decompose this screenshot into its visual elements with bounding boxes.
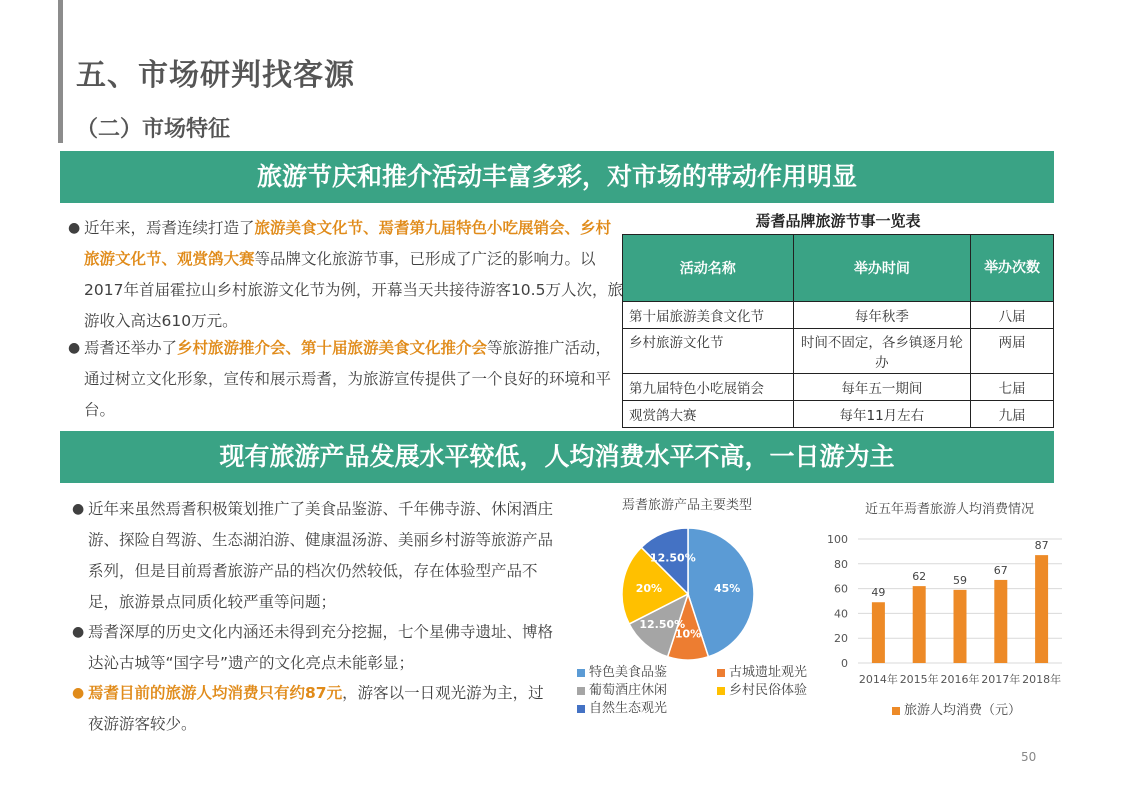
bar-chart [820,525,1070,695]
y-tick-label: 40 [834,607,848,621]
pie-slice-label: 20% [635,581,663,595]
legend-swatch [577,669,585,677]
legend-swatch [577,687,585,695]
pie-chart-title: 焉耆旅游产品主要类型 [622,498,753,513]
legend-item [577,679,667,698]
paragraph-festivals: ● 近年来，焉耆连续打造了旅游美食文化节、焉耆第九届特色小吃展销会、乡村旅游文化节、观赏鸽大赛等品牌文化旅游节事，已形成了广泛的影响力。以2017年首届霍拉山乡村旅游文化节为例，开幕当天共接待游客10.5万人次，旅游收入高达610万元。 [84,213,624,337]
pie-chart [610,520,770,665]
page-number: 50 [1021,750,1037,764]
x-tick-label: 2014年 [858,673,898,686]
table-header-cell: 举办次数 [971,235,1054,302]
y-tick-label: 60 [834,582,848,596]
table-title: 焉耆品牌旅游节事一览表 [755,212,921,230]
legend-swatch [717,669,725,677]
legend-label: 葡萄酒庄休闲 [589,683,668,698]
paragraph-promotion: ● 焉耆还举办了乡村旅游推介会、第十届旅游美食文化推介会等旅游推广活动，通过树立文化形象，宣传和展示焉耆，为旅游宣传提供了一个良好的环境和平台。 [84,333,624,426]
x-tick-label: 2016年 [940,673,980,686]
table-row [623,401,1054,428]
section-banner-festivals: 旅游节庆和推介活动丰富多彩，对市场的带动作用明显 [60,151,1054,203]
table-cell: 时间不固定，各乡镇逐月轮办 [793,329,971,374]
table-header-cell: 举办时间 [793,235,971,302]
title-accent-bar [58,0,63,143]
bar [1035,555,1048,663]
bar-legend [892,699,1021,718]
table-header-row [623,235,1054,302]
bullet-icon: ● [68,220,81,236]
legend-item [577,697,667,716]
pie-legend [577,661,817,721]
page-title: 五、市场研判找客源 [76,58,355,93]
bullet-icon: ● [72,624,85,640]
pie-slice-label: 12.50% [649,551,696,565]
legend-label: 自然生态观光 [589,701,668,716]
table-cell: 九届 [971,401,1054,428]
table-cell: 第九届特色小吃展销会 [623,374,794,401]
pie-slice-label: 12.50% [639,618,686,632]
table-row [623,302,1054,329]
legend-swatch [892,707,900,715]
bullet-icon: ● [72,685,85,701]
legend-label: 特色美食品鉴 [589,665,668,680]
legend-item [717,679,807,698]
legend-label: 旅游人均消费（元） [904,703,1022,718]
bar-data-label: 67 [993,563,1008,577]
legend-label: 乡村民俗体验 [729,683,808,698]
bar-data-label: 59 [953,573,967,587]
bar [954,590,967,663]
x-tick-label: 2018年 [1022,673,1062,686]
table-cell: 第十届旅游美食文化节 [623,302,794,329]
legend-swatch [577,705,585,713]
legend-item [577,661,667,680]
table-cell: 观赏鸽大赛 [623,401,794,428]
y-tick-label: 20 [834,632,848,646]
paragraph-heritage: ● 焉耆深厚的历史文化内涵还未得到充分挖掘，七个星佛寺遗址、博格达沁古城等“国字号”遗产的文化亮点未能彰显； [88,617,558,679]
section-banner-products: 现有旅游产品发展水平较低，人均消费水平不高，一日游为主 [60,431,1054,483]
x-tick-label: 2017年 [981,673,1021,686]
table-cell: 乡村旅游文化节 [623,329,794,374]
y-tick-label: 0 [841,657,848,670]
table-cell: 两届 [971,329,1054,374]
bar-data-label: 49 [871,586,886,600]
bar-chart-title: 近五年焉耆旅游人均消费情况 [865,502,1035,517]
y-tick-label: 100 [827,533,848,546]
paragraph-consumption: ● 焉耆目前的旅游人均消费只有约87元，游客以一日观光游为主，过夜游游客较少。 [88,678,558,740]
bar [872,602,885,663]
paragraph-products: ● 近年来虽然焉耆积极策划推广了美食品鉴游、千年佛寺游、休闲酒庄游、探险自驾游、生态湖泊游、健康温汤游、美丽乡村游等旅游产品系列，但是目前焉耆旅游产品的档次仍然较低，存在体验型产品不足，旅游景点同质化较严重等问题； [88,494,558,618]
page-subtitle: （二）市场特征 [76,117,231,142]
legend-label: 古城遗址观光 [729,665,808,680]
bar [913,586,926,663]
table-row [623,374,1054,401]
x-tick-label: 2015年 [899,673,939,686]
bullet-icon: ● [68,340,81,356]
pie-slice-label: 10% [674,627,702,641]
y-tick-label: 80 [834,557,848,571]
legend-swatch [717,687,725,695]
bar-data-label: 87 [1034,539,1049,553]
table-cell: 七届 [971,374,1054,401]
bar-data-label: 62 [912,570,927,584]
table-cell: 每年五一期间 [793,374,971,401]
bullet-icon: ● [72,501,85,517]
table-cell: 每年秋季 [793,302,971,329]
pie-slice-label: 45% [713,581,741,595]
bar [994,580,1007,663]
festival-table [622,234,1054,428]
table-cell: 八届 [971,302,1054,329]
legend-item [717,661,807,680]
table-header-cell: 活动名称 [623,235,794,302]
table-cell: 每年11月左右 [793,401,971,428]
table-row [623,329,1054,374]
